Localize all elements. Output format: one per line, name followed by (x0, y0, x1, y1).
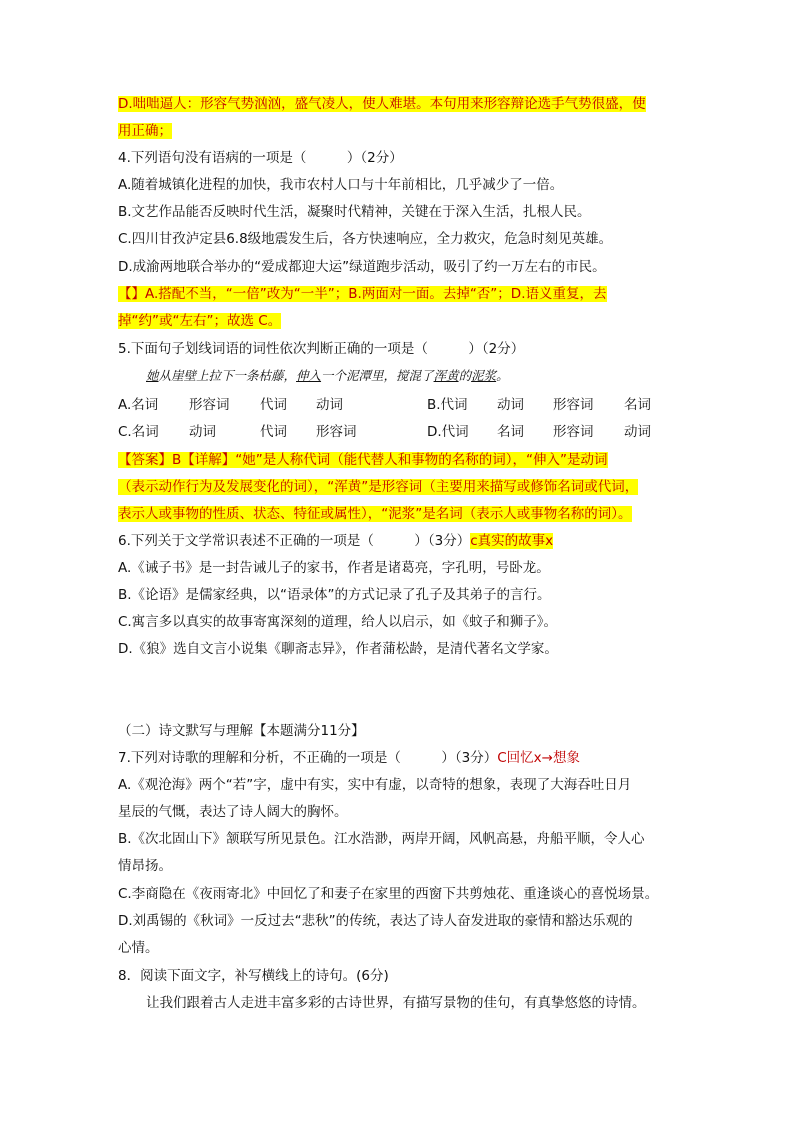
option-a-word-2: 形容词 (189, 397, 230, 413)
question-4-option-b: B.文艺作品能否反映时代生活，凝聚时代精神，关键在于深入生活，扎根人民。 (118, 204, 591, 220)
question-7-option-a-line1: A.《观沧海》两个“若”字，虚中有实，实中有虚，以奇特的想象，表现了大海吞吐日月 (118, 777, 632, 793)
question-7-option-d-line1: D.刘禹锡的《秋词》一反过去“悲秋”的传统，表达了诗人奋发进取的豪情和豁达乐观的 (118, 913, 633, 929)
sentence-part-5: 。 (496, 368, 509, 383)
option-c-word-4: 形容词 (316, 424, 357, 440)
question-7-option-d-line2: 心情。 (118, 940, 159, 956)
question-6-stem: 6.下列关于文学常识表述不正确的一项是（ ）（3分）c真实的故事x (118, 533, 554, 549)
sentence-part-4: 的 (458, 368, 472, 383)
option-d-word-4: 动词 (624, 424, 651, 440)
question-4-option-a: A.随着城镇化进程的加快，我市农村人口与十年前相比，几乎减少了一倍。 (118, 177, 564, 193)
question-7-option-b-line1: B.《次北固山下》颔联写所见景色。江水浩渺，两岸开阔，风帆高悬，舟船平顺，令人心 (118, 831, 645, 847)
question-5-stem: 5.下面句子划线词语的词性依次判断正确的一项是（ ）（2分） (118, 341, 525, 357)
answer-4-line1: 【】A.搭配不当，“一倍”改为“一半”；B.两面对一面。去掉“否”；D.语义重复，去 (118, 286, 607, 302)
option-a-word-3: 代词 (260, 397, 287, 413)
section-2-heading: （二）诗文默写与理解【本题满分11分】 (118, 723, 365, 739)
question-7-option-a-line2: 星辰的气慨，表达了诗人阔大的胸怀。 (118, 804, 348, 820)
sentence-underline-3: 浑黄 (433, 368, 459, 383)
option-a-word-1: A.名词 (118, 397, 159, 413)
option-d-word-3: 形容词 (553, 424, 594, 440)
sentence-part-2: 从崖壁上拉下一条枯藤， (158, 368, 297, 383)
option-d-word-2: 名词 (497, 424, 524, 440)
question-6-option-a: A.《诫子书》是一封告诫儿子的家书，作者是诸葛亮，字孔明，号卧龙。 (118, 560, 550, 576)
answer-5-line3: 表示人或事物的性质、状态、特征或属性），“泥浆”是名词（表示人或事物名称的词）。 (118, 506, 632, 522)
option-c-word-1: C.名词 (118, 424, 159, 440)
answer-5-line1: 【答案】B【详解】“她”是人称代词（能代替人和事物的名称的词），“伸入”是动词 (118, 452, 608, 468)
question-7-option-c: C.李商隐在《夜雨寄北》中回忆了和妻子在家里的西窗下共剪烛花、重逢谈心的喜悦场景。 (118, 886, 659, 902)
sentence-part-3: 一个泥潭里，搅混了 (321, 368, 434, 383)
sentence-underline-2: 伸入 (296, 368, 322, 383)
sentence-underline-4: 泥浆 (471, 368, 497, 383)
option-b-word-1: B.代词 (427, 397, 468, 413)
question-6-option-c: C.寓言多以真实的故事寄寓深刻的道理，给人以启示，如《蚊子和狮子》。 (118, 614, 557, 630)
question-7-note: C回忆x→想象 (497, 750, 580, 766)
question-4-option-d: D.成渝两地联合举办的“爱成都迎大运”绿道跑步活动，吸引了约一万左右的市民。 (118, 259, 606, 275)
option-b-word-2: 动词 (497, 397, 524, 413)
question-4-stem: 4.下列语句没有语病的一项是（ ）（2分） (118, 150, 403, 166)
question-8-stem: 8．阅读下面文字，补写横线上的诗句。(6分) (118, 968, 389, 984)
question-6-note: c真实的故事x (470, 533, 554, 549)
option-b-word-4: 名词 (624, 397, 651, 413)
question-7-option-b-line2: 情昂扬。 (118, 858, 172, 874)
question-6-option-b: B.《论语》是儒家经典，以“语录体”的方式记录了孔子及其弟子的言行。 (118, 587, 551, 603)
answer-3d-line2: 用正确； (118, 123, 172, 139)
sentence-underline-1: 她 (146, 368, 159, 383)
answer-4-line2: 掉“约”或“左右”；故选 C。 (118, 313, 282, 329)
question-4-option-c: C.四川甘孜泸定县6.8级地震发生后，各方快速响应，全力救灾，危急时刻见英雄。 (118, 231, 613, 247)
answer-5-line2: （表示动作行为及发展变化的词），“浑黄”是形容词（主要用来描写或修饰名词或代词， (118, 479, 639, 495)
option-b-word-3: 形容词 (553, 397, 594, 413)
answer-3d-line1: D.咄咄逼人：形容气势汹汹，盛气凌人，使人难堪。本句用来形容辩论选手气势很盛，使 (118, 96, 646, 112)
question-5-sentence (146, 366, 509, 386)
option-a-word-4: 动词 (316, 397, 343, 413)
question-7-stem: 7.下列对诗歌的理解和分析，不正确的一项是（ ）（3分）C回忆x→想象 (118, 750, 580, 766)
option-c-word-3: 代词 (260, 424, 287, 440)
option-d-word-1: D.代词 (427, 424, 469, 440)
question-6-option-d: D.《狼》选自文言小说集《聊斋志异》，作者蒲松龄，是清代著名文学家。 (118, 641, 558, 657)
option-c-word-2: 动词 (189, 424, 216, 440)
question-8-passage: 让我们跟着古人走进丰富多彩的古诗世界，有描写景物的佳句，有真挚悠悠的诗情。 (146, 995, 646, 1011)
